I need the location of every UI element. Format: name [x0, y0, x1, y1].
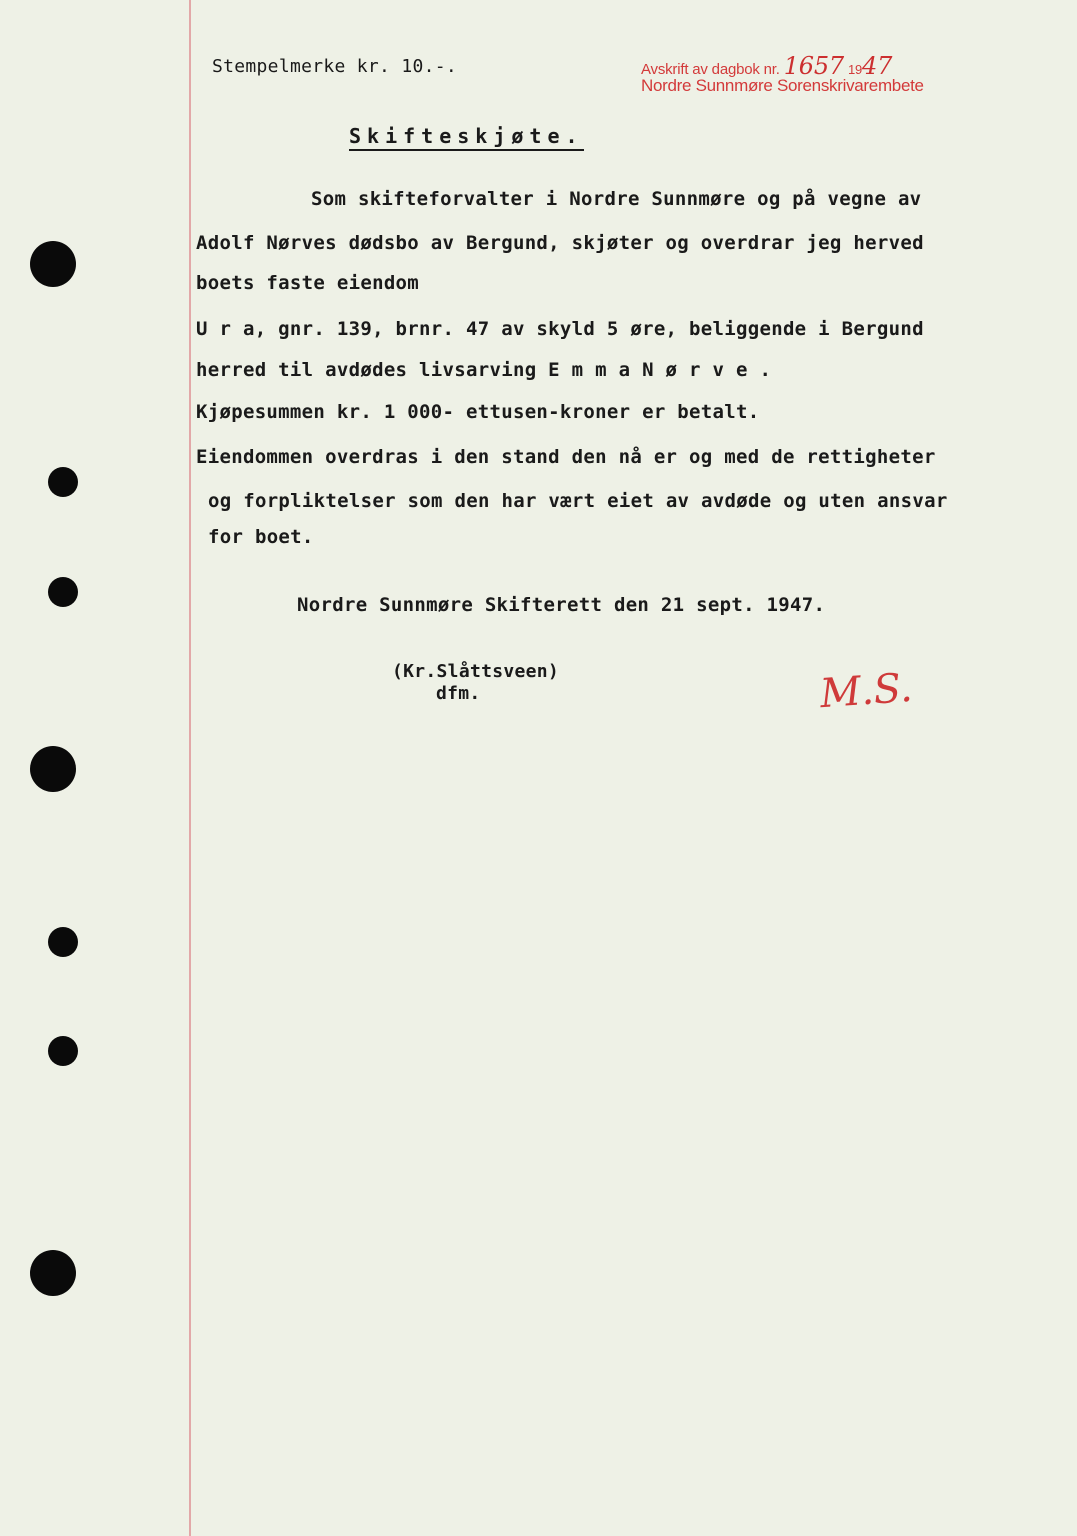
body-line: herred til avdødes livsarving E m m a N ø r v e .	[196, 359, 772, 381]
registry-entry-number: 1657	[783, 52, 844, 80]
punch-hole	[30, 1250, 76, 1296]
signatory-title: dfm.	[436, 683, 481, 704]
body-line: Eiendommen overdras i den stand den nå er og med de rettigheter	[196, 446, 936, 468]
punch-hole	[48, 467, 78, 497]
registry-stamp	[641, 52, 924, 96]
body-line: boets faste eiendom	[196, 272, 420, 294]
punch-hole	[48, 1036, 78, 1066]
body-line: Kjøpesummen kr. 1 000- ettusen-kroner er betalt.	[196, 401, 760, 423]
body-line: for boet.	[208, 526, 314, 548]
body-line: Som skifteforvalter i Nordre Sunnmøre og på vegne av	[311, 188, 922, 210]
margin-line	[189, 0, 191, 1536]
body-line: og forpliktelser som den har vært eiet av avdøde og uten ansvar	[208, 490, 948, 512]
registry-year-prefix: 19	[847, 62, 863, 77]
punch-hole	[48, 577, 78, 607]
registry-stamp-line2: Nordre Sunnmøre Sorenskrivarembete	[641, 76, 924, 95]
punch-hole	[30, 746, 76, 792]
handwritten-initials: M.S.	[818, 664, 914, 718]
registry-year-suffix: 47	[862, 52, 893, 80]
body-line: U r a, gnr. 139, brnr. 47 av skyld 5 øre, beliggende i Bergund	[196, 318, 924, 340]
body-line: Adolf Nørves dødsbo av Bergund, skjøter og overdrar jeg herved	[196, 232, 924, 254]
place-date-line: Nordre Sunnmøre Skifterett den 21 sept. 1947.	[297, 594, 826, 616]
signatory-name: (Kr.Slåttsveen)	[392, 661, 560, 682]
punch-hole	[30, 241, 76, 287]
registry-stamp-prefix: Avskrift av dagbok nr.	[641, 61, 780, 78]
stamp-fee-line: Stempelmerke kr. 10.-.	[212, 56, 458, 77]
punch-hole	[48, 927, 78, 957]
document-title: Skifteskjøte.	[349, 124, 584, 151]
